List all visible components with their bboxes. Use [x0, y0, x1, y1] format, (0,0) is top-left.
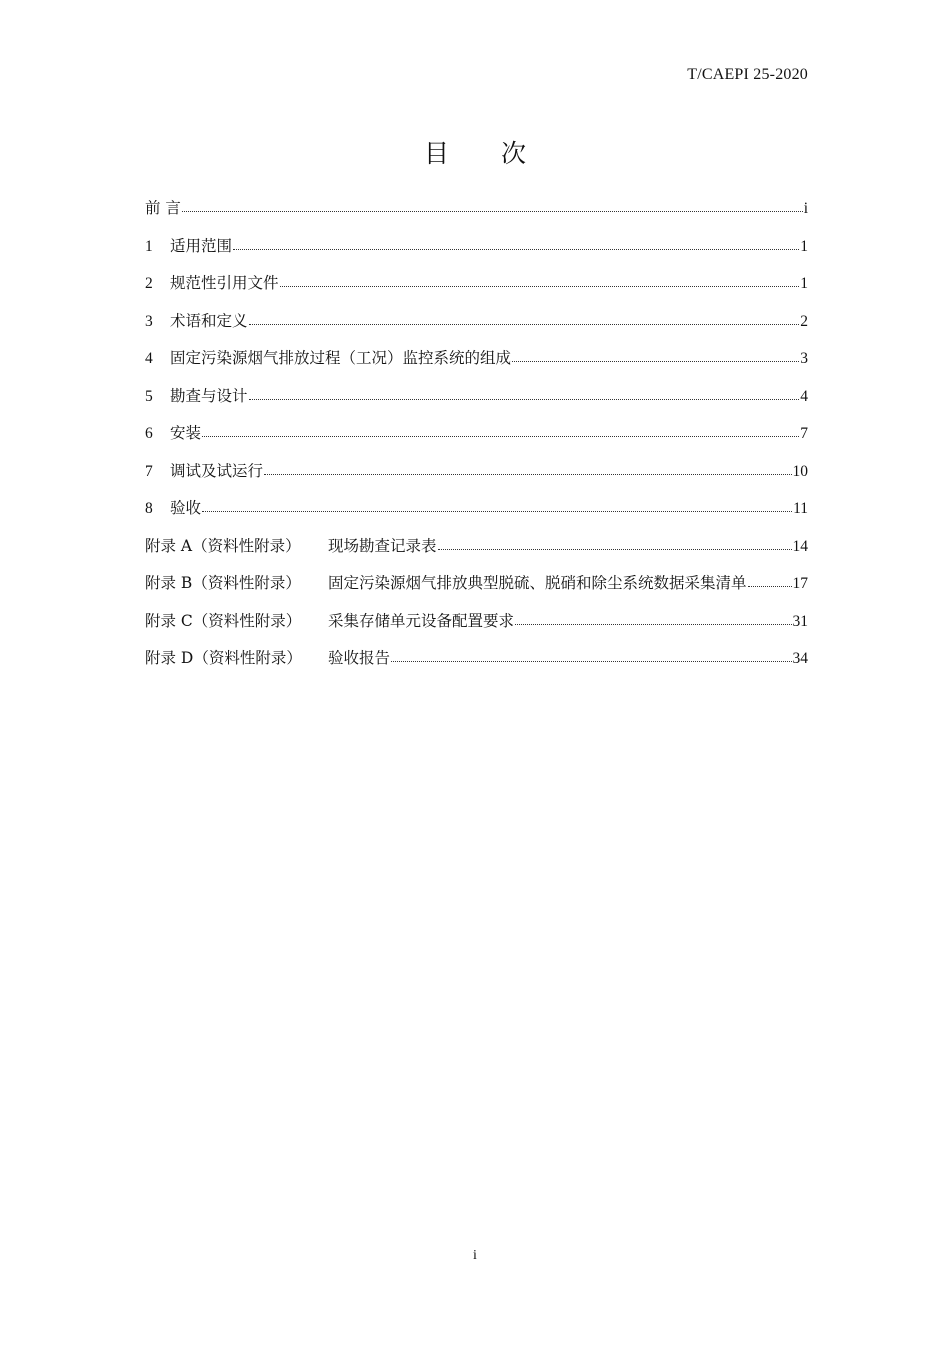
dot-leader — [280, 274, 800, 288]
table-of-contents — [145, 196, 808, 684]
dot-leader — [515, 612, 791, 626]
dot-leader — [249, 312, 800, 326]
toc-appendix-number: 附录 D（资料性附录） — [145, 649, 302, 667]
dot-leader — [512, 349, 799, 363]
dot-leader — [202, 424, 799, 438]
dot-leader — [748, 574, 792, 588]
toc-entry-number: 2 — [145, 275, 153, 292]
document-code: T/CAEPI 25-2020 — [687, 66, 808, 83]
toc-appendix-number: 附录 A（资料性附录） — [145, 536, 301, 555]
dot-leader — [182, 199, 803, 213]
toc-entry-page: 31 — [792, 612, 808, 630]
toc-entry-label: 验收 — [170, 499, 202, 517]
toc-entry-page: 4 — [800, 387, 808, 405]
toc-entry-number: 5 — [145, 387, 153, 405]
toc-entry-page: 14 — [792, 537, 808, 555]
toc-entry-label: 规范性引用文件 — [170, 274, 279, 292]
toc-entry-page: 3 — [800, 350, 808, 367]
toc-entry-number: 1 — [145, 237, 153, 255]
toc-entry-label: 固定污染源烟气排放过程（工况）监控系统的组成 — [170, 349, 512, 367]
toc-entry-label: 术语和定义 — [170, 311, 248, 330]
toc-entry-page: 1 — [800, 237, 808, 255]
toc-entry-7[interactable] — [145, 459, 808, 497]
toc-entry-5[interactable] — [145, 384, 808, 422]
toc-entry-label: 调试及试运行 — [170, 461, 264, 480]
toc-entry-foreword[interactable] — [145, 196, 808, 234]
toc-entry-number: 3 — [145, 312, 153, 330]
toc-entry-number: 6 — [145, 425, 153, 442]
dot-leader — [249, 387, 800, 401]
toc-entry-1[interactable] — [145, 234, 808, 272]
toc-entry-page: 2 — [800, 312, 808, 330]
toc-entry-appendix-c[interactable] — [145, 609, 808, 647]
toc-entry-page: 17 — [792, 575, 808, 592]
toc-entry-page: 10 — [792, 462, 808, 480]
toc-entry-label: 前 言 — [145, 199, 181, 217]
dot-leader — [233, 237, 799, 251]
toc-entry-number: 8 — [145, 500, 153, 517]
toc-entry-number: 4 — [145, 350, 153, 367]
toc-entry-4[interactable] — [145, 346, 808, 384]
dot-leader — [202, 499, 792, 513]
toc-entry-appendix-a[interactable] — [145, 534, 808, 572]
toc-entry-appendix-b[interactable] — [145, 571, 808, 609]
toc-entry-page: 34 — [792, 650, 808, 667]
dot-leader — [264, 462, 791, 476]
dot-leader — [438, 537, 792, 551]
toc-entry-page: i — [803, 200, 808, 217]
toc-entry-number: 7 — [145, 462, 153, 480]
toc-appendix-number: 附录 C（资料性附录） — [145, 611, 302, 630]
toc-entry-label: 勘查与设计 — [170, 386, 248, 405]
toc-entry-label: 适用范围 — [170, 236, 233, 255]
toc-entry-appendix-d[interactable] — [145, 646, 808, 684]
page-title: 目 次 — [424, 139, 548, 168]
toc-entry-label: 现场勘查记录表 — [328, 536, 437, 555]
toc-entry-label: 固定污染源烟气排放典型脱硫、脱硝和除尘系统数据采集清单 — [328, 574, 747, 592]
toc-entry-6[interactable] — [145, 421, 808, 459]
toc-entry-page: 1 — [800, 275, 808, 292]
toc-entry-2[interactable] — [145, 271, 808, 309]
toc-entry-label: 采集存储单元设备配置要求 — [328, 611, 515, 630]
dot-leader — [391, 649, 791, 663]
toc-entry-label: 验收报告 — [328, 649, 391, 667]
toc-entry-3[interactable] — [145, 309, 808, 347]
page-number: i — [473, 1248, 477, 1263]
toc-entry-8[interactable] — [145, 496, 808, 534]
toc-entry-page: 11 — [793, 500, 808, 517]
toc-entry-page: 7 — [800, 425, 808, 442]
toc-appendix-number: 附录 B（资料性附录） — [145, 574, 301, 592]
toc-entry-label: 安装 — [170, 424, 202, 442]
